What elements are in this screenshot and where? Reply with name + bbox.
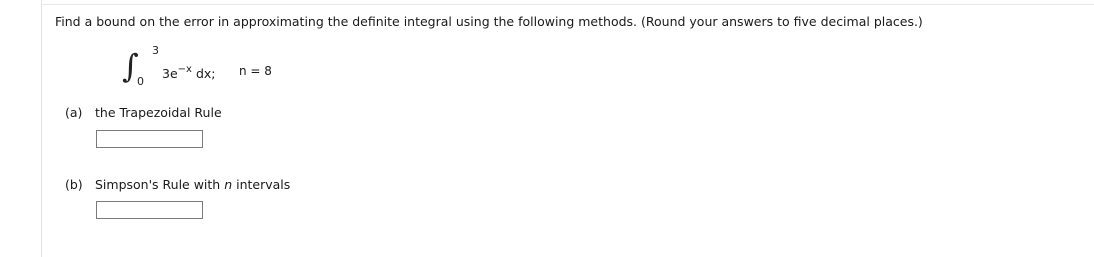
- left-divider: [41, 0, 42, 257]
- integral-upper-limit: 3: [152, 44, 159, 57]
- integrand: [162, 64, 215, 81]
- part-b-label: [65, 177, 290, 192]
- question-text: Find a bound on the error in approximating the definite integral using the following methods. (Round your answers to five decimal places.): [55, 14, 923, 29]
- part-a-tag: (a): [65, 105, 83, 120]
- part-a-text: the Trapezoidal Rule: [95, 105, 222, 120]
- integral-lower-limit: 0: [137, 75, 144, 88]
- n-value: n = 8: [239, 64, 272, 78]
- integrand-exponent: −x: [177, 64, 192, 75]
- part-a-answer-input[interactable]: [96, 130, 203, 148]
- integrand-base: 3e: [162, 66, 178, 81]
- part-b-tag: (b): [65, 177, 83, 192]
- part-b-text-before: Simpson's Rule with: [95, 177, 225, 192]
- part-b-text-after: intervals: [232, 177, 291, 192]
- integral-sign-icon: ∫: [122, 47, 139, 85]
- part-b-answer-input[interactable]: [96, 201, 203, 219]
- part-a-label: [65, 105, 222, 120]
- part-b-text-var: n: [224, 177, 233, 192]
- integrand-differential: dx;: [195, 66, 216, 81]
- top-divider: [41, 4, 1094, 5]
